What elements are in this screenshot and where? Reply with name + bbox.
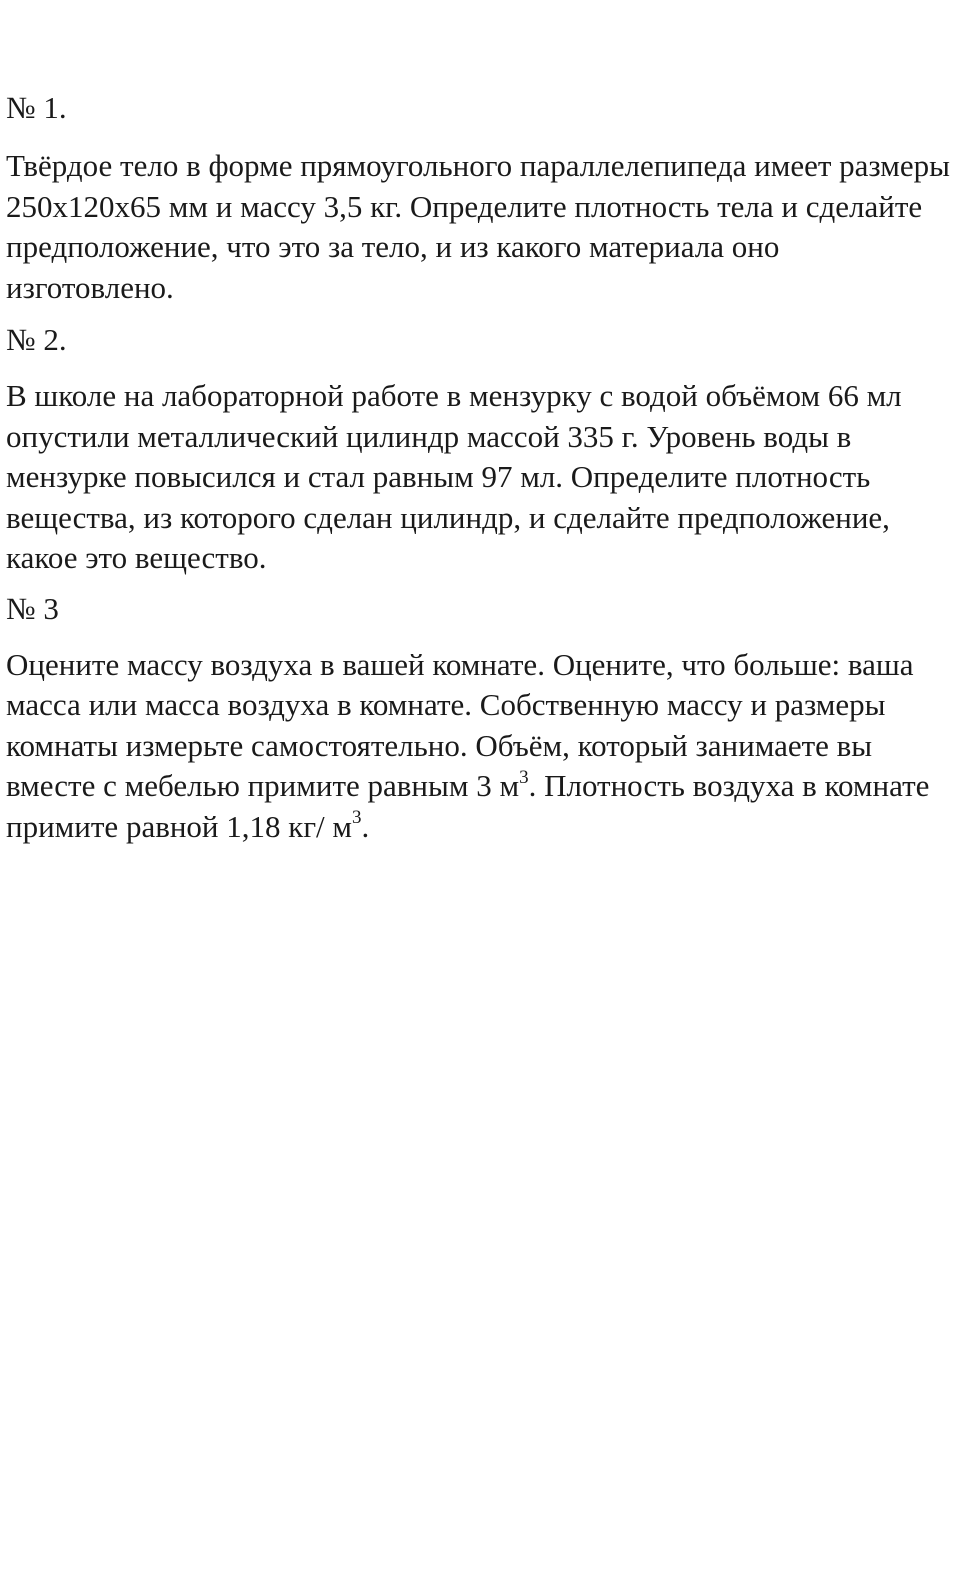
task-3-text-part2: . Плотность воздуха в комнате примите равной 1,18 кг/ м xyxy=(6,768,930,844)
task-3-text xyxy=(6,645,954,848)
task-1-text: Твёрдое тело в форме прямоугольного параллелепипеда имеет размеры 250х120х65 мм и массу 3,5 кг. Определите плотность тела и сделайте предположение, что это за тело, и из какого материала оно изготовлено. xyxy=(6,148,950,305)
task-2-text: В школе на лабораторной работе в мензурку с водой объёмом 66 мл опустили металлический цилиндр массой 335 г. Уровень воды в мензурке повысился и стал равным 97 мл. Определите плотность вещества, из которого сделан цилиндр, и сделайте предположение, какое это вещество. xyxy=(6,378,902,575)
document-page xyxy=(6,88,954,847)
task-3-text-part1: Оцените массу воздуха в вашей комнате. Оцените, что больше: ваша масса или масса воздуха в комнате. Собственную массу и размеры комнаты измерьте самостоятельно. Объём, который занимаете вы вместе с мебелью примите равным 3 м xyxy=(6,646,914,803)
task-3-text-part3: . xyxy=(361,808,370,844)
cubic-superscript-2: 3 xyxy=(352,807,362,829)
cubic-superscript-1: 3 xyxy=(519,766,529,788)
task-3-number: № 3 xyxy=(6,590,59,626)
task-2-number: № 2. xyxy=(6,322,67,357)
task-1-number: № 1. xyxy=(6,90,67,125)
